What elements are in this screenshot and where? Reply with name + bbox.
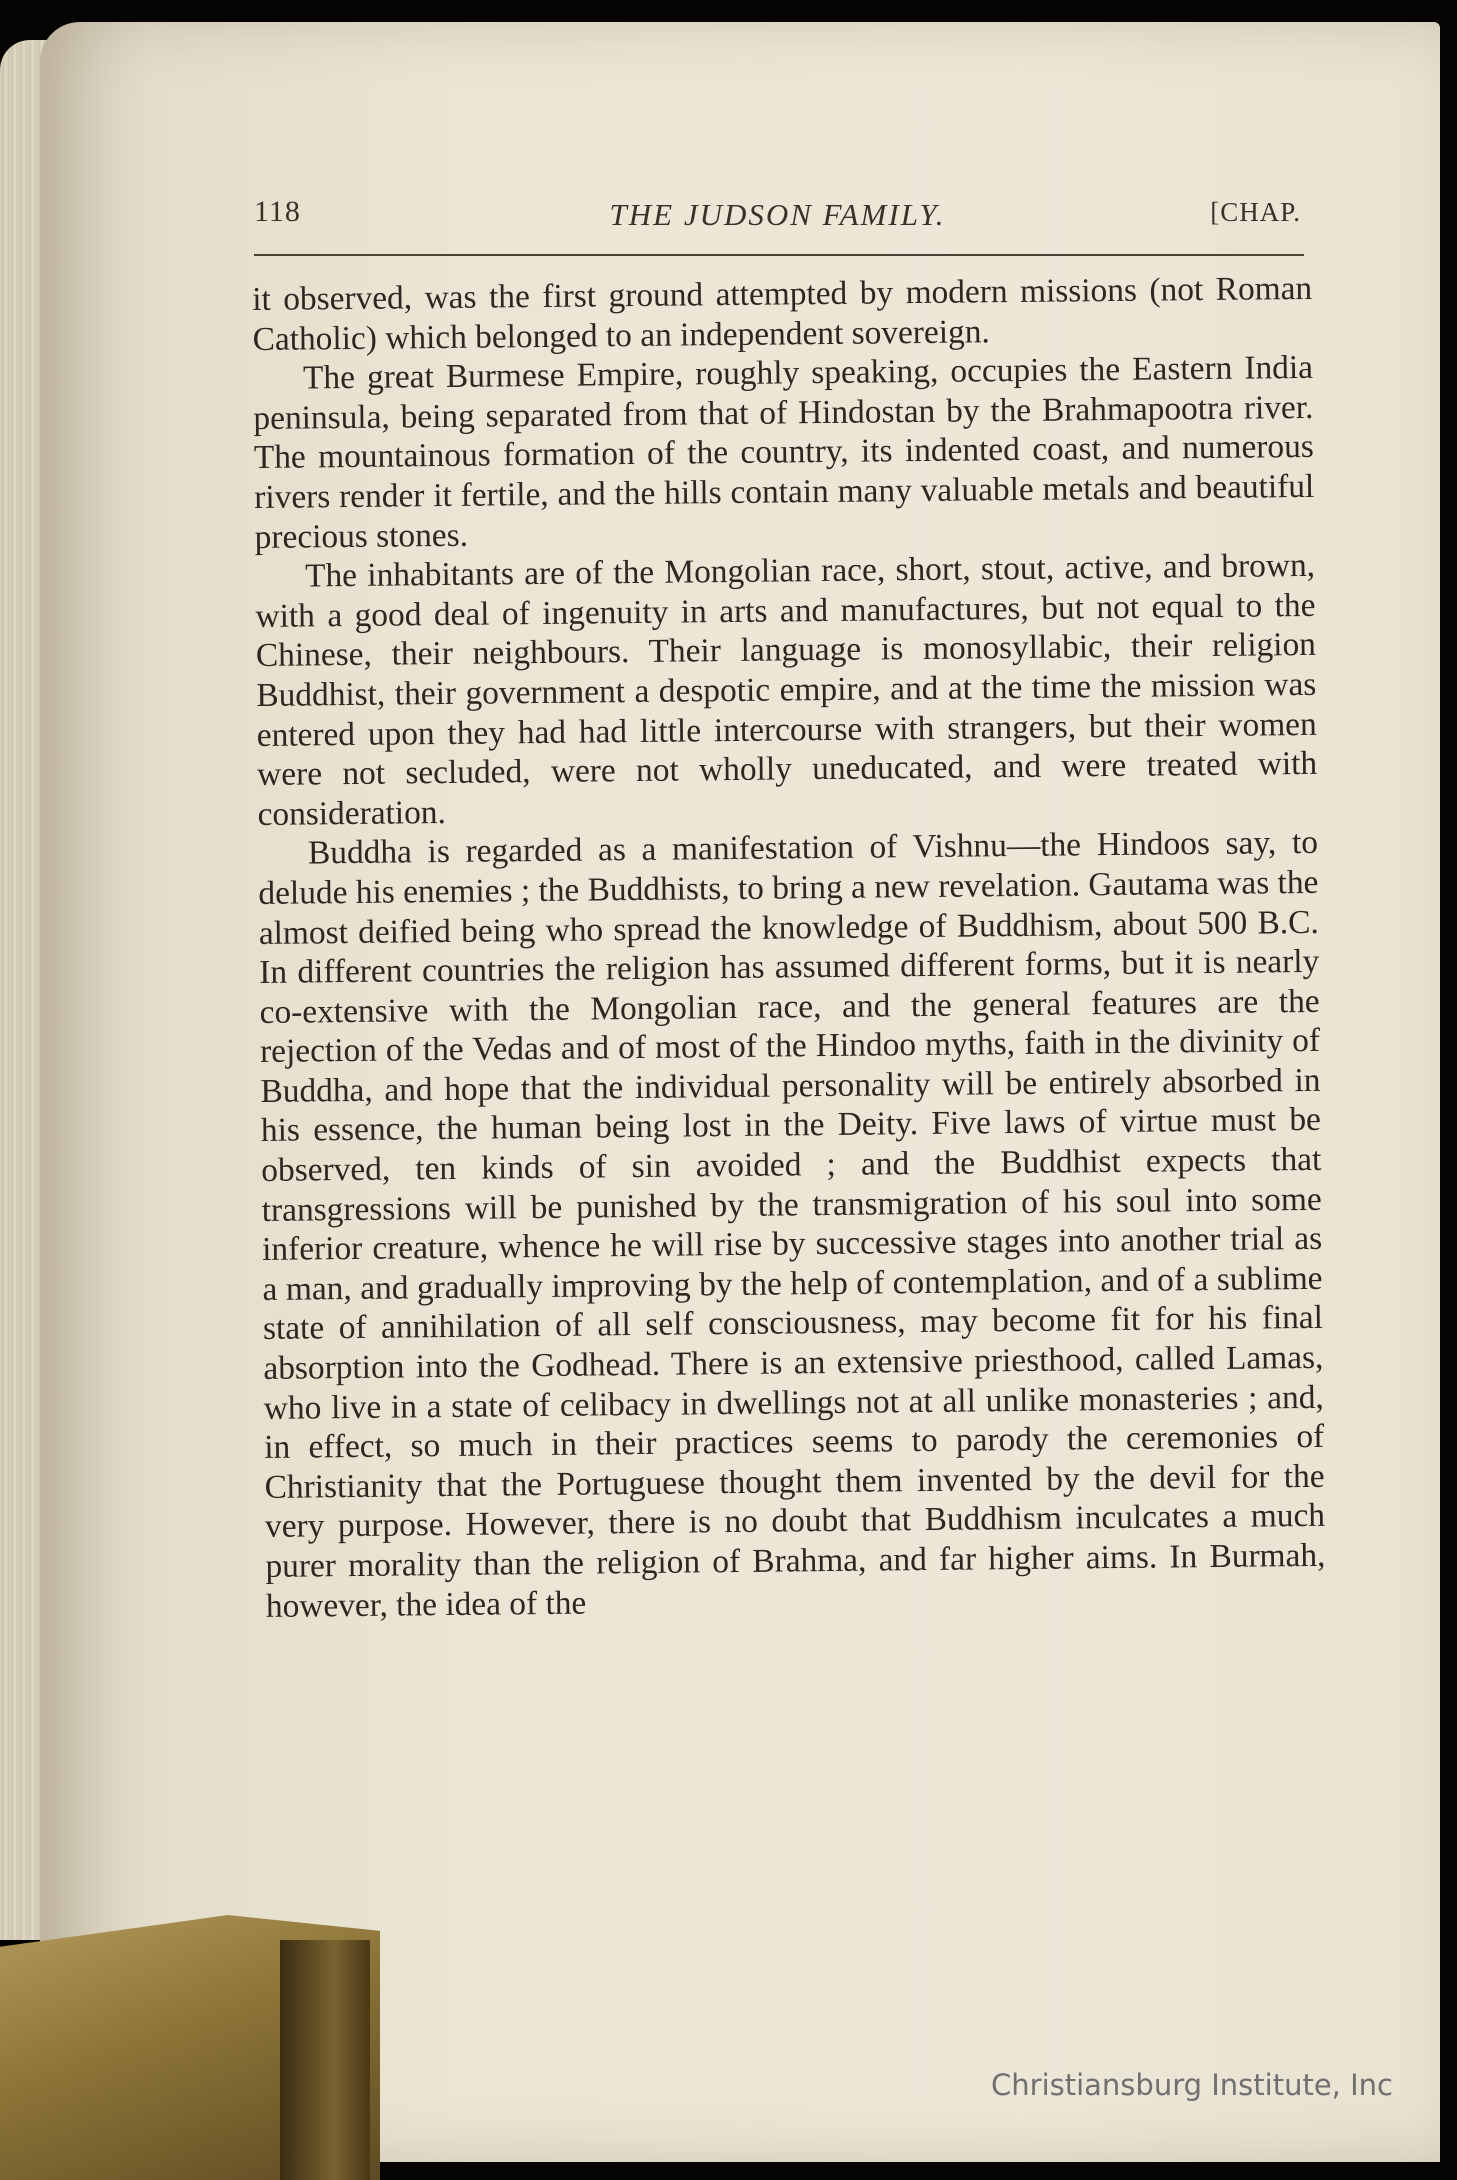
paragraph-continuation: it observed, was the first ground attempted by modern missions (not Roman Catholic) which belonged to an independent sovereign. — [252, 269, 1313, 358]
body-text — [252, 269, 1326, 1626]
header-rule — [254, 254, 1304, 256]
page-number: 118 — [254, 195, 301, 228]
page-header — [250, 195, 1305, 245]
book-cover-spine — [280, 1940, 370, 2180]
watermark: Christiansburg Institute, Inc — [991, 2068, 1393, 2102]
chapter-marker: [CHAP. — [1210, 197, 1301, 227]
running-title: THE JUDSON FAMILY. — [609, 197, 946, 232]
paragraph-inhabitants: The inhabitants are of the Mongolian race, short, stout, active, and brown, with a good deal of ingenuity in arts and manufactures, but not equal to the Chinese, their neighbours. Their language is monosyllabic, their religion Buddhist, their government a despotic empire, and at the time the mission was entered upon they had had little intercourse with strangers, but their women were not secluded, were not wholly uneducated, and were treated with consideration. — [255, 547, 1318, 833]
paragraph-buddha: Buddha is regarded as a manifestation of Vishnu—the Hindoos say, to delude his enemies ; the Buddhists, to bring a new revelation. Gautama was the almost deified being who spread the knowledge of Buddhism, about 500 B.C. In different countries the religion has assumed different forms, but it is nearly co-extensive with the Mongolian race, and the general features are the rejection of the Vedas and of most of the Hindoo myths, faith in the divinity of Buddha, and hope that the individual personality will be entirely absorbed in his essence, the human being lost in the Deity. Five laws of virtue must be observed, ten kinds of sin avoided ; and the Buddhist expects that transgressions will be punished by the transmigration of his soul into some inferior creature, whence he will rise by successive stages into another trial as a man, and gradually improving by the help of contemplation, and of a sublime state of annihilation of all self consciousness, may become fit for his final absorption into the Godhead. There is an extensive priesthood, called Lamas, who live in a state of celibacy in dwellings not at all unlike monasteries ; and, in effect, so much in their practices seems to parody the ceremonies of Christianity that the Portuguese thought them invented by the devil for the very purpose. However, there is no doubt that Buddhism inculcates a much purer morality than the religion of Brahma, and far higher aims. In Burmah, however, the idea of the — [258, 824, 1326, 1625]
paragraph-burmese-empire: The great Burmese Empire, roughly speaking, occupies the Eastern India peninsula, being separated from that of Hindostan by the Brahmapootra river. The mountainous formation of the country, its indented coast, and numerous rivers render it fertile, and the hills contain many valuable metals and beautiful precious stones. — [253, 349, 1315, 556]
